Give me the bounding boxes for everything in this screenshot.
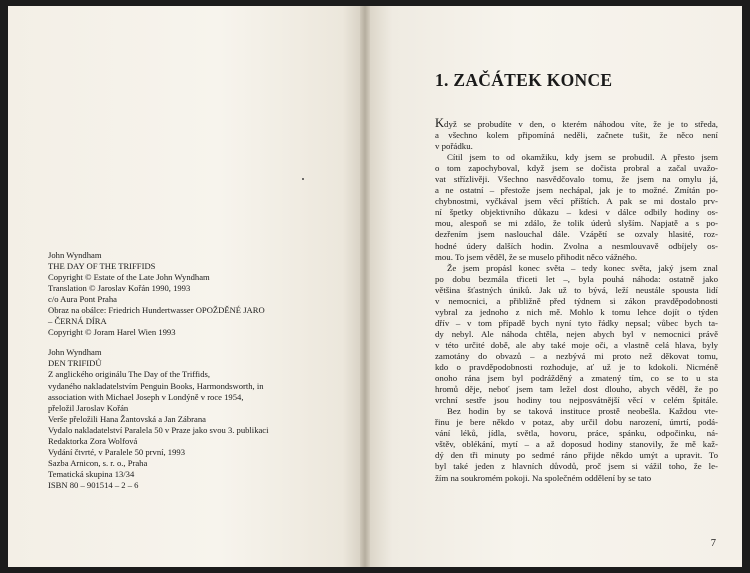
imprint-line: ISBN 80 – 901514 – 2 – 6 (48, 479, 139, 490)
imprint-line: vydaného nakladatelstvím Penguin Books, Harmondsworth, in (48, 380, 264, 391)
body-text-line: v nemocnici, a přibližně před týdnem si zákon pravděpodobnosti (435, 295, 718, 306)
body-text-line: mou. To jsem věděl, že se muselo přihodit něco vážného. (435, 251, 638, 262)
body-text-line: vybral za jednoho z nich mě. Mohlo k tomu lehce dojít o týden (435, 306, 718, 317)
imprint-line: c/o Aura Pont Praha (48, 294, 117, 305)
imprint-line: Tematická skupina 13/34 (48, 468, 135, 479)
imprint-line: DEN TRIFIDŮ (48, 358, 102, 369)
imprint-paragraph (48, 250, 348, 338)
body-text-line: onoho rána jsem byl podrážděný a zmatený tím, co se to u sta (435, 373, 718, 384)
speck (302, 178, 304, 180)
body-text-line: žím na soukromém pokoji. Na společném oddělení by se tato (435, 472, 652, 483)
body-text-line: dy nebyl. Ale náhoda chtěla, nejen abych byl v nemocnici právě (435, 328, 718, 339)
imprint-line: – ČERNÁ DÍRA (48, 316, 107, 327)
book-gutter (360, 6, 370, 567)
body-text-line: vrchní sestře jsou hodiny tou nejposvátnější věcí v celém špitále. (435, 395, 718, 406)
imprint-line: association with Michael Joseph v Londýně v roce 1954, (48, 391, 244, 402)
imprint-line: Vydání čtvrté, v Paralele 50 první, 1993 (48, 446, 185, 457)
body-text-line: dřív – v tom případě bych nyní tyto řádky nepsal; vůbec bych ta- (435, 317, 718, 328)
imprint-line: THE DAY OF THE TRIFFIDS (48, 261, 156, 272)
imprint-line: Copyright © Estate of the Late John Wyndham (48, 272, 210, 283)
body-text-line: řinu je bere někdo v potaz, aby určil dobu narození, úmrtí, podá- (435, 417, 718, 428)
body-text-line: hromů děje, neboť jsem tam ležel dost dlouho, abych věděl, že po (435, 384, 718, 395)
body-text-line: většina šťastných úniků. Jak už to bývá, leží neustále spousta lidí (435, 284, 718, 295)
imprint-line: Obraz na obálce: Friedrich Hundertwasser OPOŽDĚNÉ JARO (48, 305, 265, 316)
book-spread (8, 6, 742, 567)
first-line-text: dyž se probudíte v den, o kterém náhodou víte, že je to středa, (444, 119, 718, 129)
imprint-line: Redaktorka Zora Wolfová (48, 435, 138, 446)
body-text-line: Bez hodin by se taková instituce prostě neobešla. Každou vte- (447, 406, 718, 417)
body-text-line: hodné údery dalších hodin. Zvolna a nesmlouvavě odbíjely os- (435, 240, 718, 251)
imprint-paragraph (48, 347, 348, 491)
body-text-line (435, 118, 718, 130)
right-page (370, 6, 742, 567)
drop-cap: K (435, 118, 445, 130)
body-text-line: zamotány do obvazů – a nezbývá mi proto než děkovat tomu, (435, 350, 718, 361)
imprint-line: Copyright © Joram Harel Wien 1993 (48, 327, 176, 338)
body-text-line: Cítil jsem to od okamžiku, kdy jsem se probudil. A přesto jsem (447, 152, 718, 163)
imprint-line: John Wyndham (48, 347, 102, 358)
body-text-line: dezřením jsem naslouchal dále. Vzápětí se ozvaly hlasité, roz- (435, 229, 718, 240)
chapter-title: 1. ZAČÁTEK KONCE (435, 70, 613, 90)
imprint-line: Sazba Arnicon, s. r. o., Praha (48, 457, 148, 468)
page-number: 7 (710, 538, 716, 549)
left-page (8, 6, 360, 567)
imprint-block (48, 250, 348, 500)
body-text-line: v pořádku. (435, 141, 473, 152)
body-text-line: v této určité době, ale aby také moje oči, a vlastně celá hlava, byly (435, 339, 718, 350)
body-text-line: kdo o pravděpodobnosti rozhoduje, ať už je to kdokoli. Nicméně (435, 362, 718, 373)
body-text-line: o tom zapochyboval, když jsem se dočista probral a začal uvažo- (435, 163, 718, 174)
body-text-line: vštěv, oblékání, mytí – a až doposud hodiny stanovily, že mě kaž- (435, 439, 718, 450)
body-text-line: Že jsem propásl konec světa – tedy konec světa, jaký jsem znal (447, 262, 718, 273)
chapter-body-text (435, 118, 718, 484)
imprint-line: John Wyndham (48, 250, 102, 260)
imprint-line: Verše přeložili Hana Žantovská a Jan Zábrana (48, 413, 206, 424)
body-text-line: ní špetky objektivního důkazu – kdesi v dálce odbily hodiny os- (435, 207, 718, 218)
body-text-line: mou, alespoň se mi zdálo, že tolik úderů slyším. Napjatě a s po- (435, 218, 718, 229)
imprint-line: Vydalo nakladatelství Paralela 50 v Praze jako svou 3. publikaci (48, 424, 269, 435)
imprint-line: Z anglického originálu The Day of the Triffids, (48, 369, 210, 380)
imprint-line: přeložil Jaroslav Kořán (48, 402, 129, 413)
body-text-line: po dobu bezmála třiceti let –, byla pouhá náhoda: ostatně jako (435, 273, 718, 284)
body-text-line: byl také jeden z hlavních důvodů, proč jsem si vážil toho, že le- (435, 461, 718, 472)
body-text-line: vání léků, jídla, světla, hovoru, práce, spánku, odpočinku, ná- (435, 428, 718, 439)
body-text-line: dý den tři minuty po sedmé ráno přijde někdo umýt a upravit. To (435, 450, 718, 461)
body-text-line: a všechno kolem připomíná neděli, začnete tušit, že něco není (435, 130, 718, 141)
body-text-line: a ne ostatní – přestože jsem nechápal, jak je to možné. Zmítán po- (435, 185, 718, 196)
body-text-line: vat střízlivěji. Všechno nasvědčovalo tomu, že jsem na omylu já, (435, 174, 718, 185)
body-text-line: chybnostmi, vyčkával jsem věcí příštích. A pak se mi dostalo prv- (435, 196, 718, 207)
imprint-line: Translation © Jaroslav Kořán 1990, 1993 (48, 283, 191, 294)
